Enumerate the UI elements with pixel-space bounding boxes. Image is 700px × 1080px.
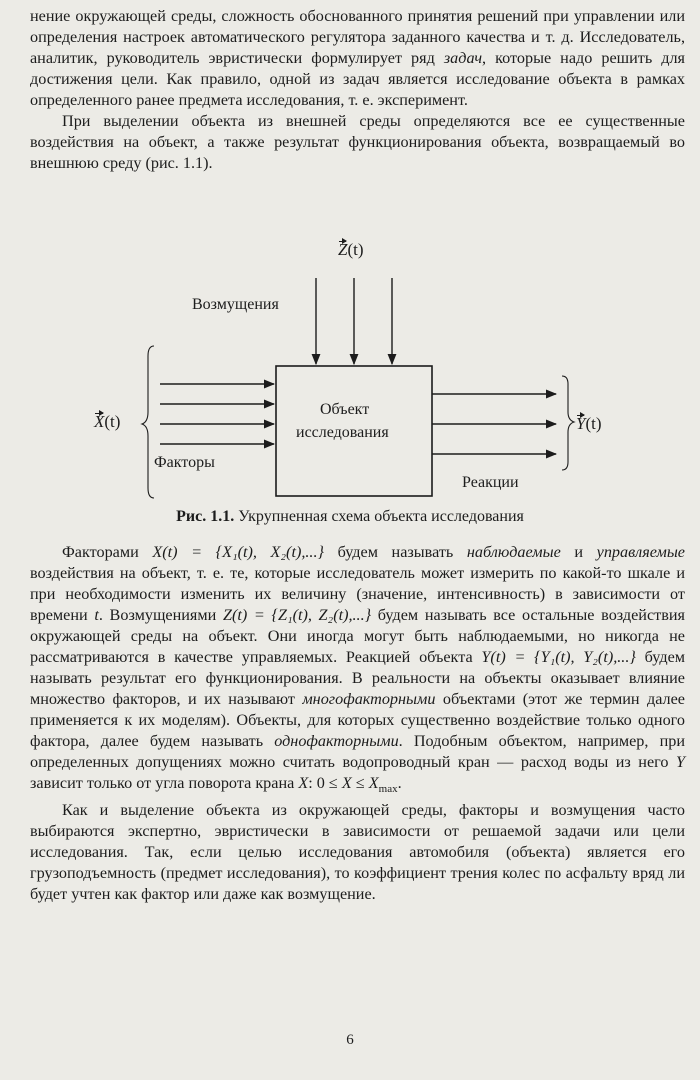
object-label-line1: Объект bbox=[320, 401, 370, 418]
paragraph-3: Факторами X(t) = {X₁(t), X₂(t),...} будем называть наблюдаемые и управляемые воздействия на объект, т. е. те, которые исследователь может измерить по какой-то шкале и при необходимости изменить их величину (значение, интенсивность) в зависимости от времени t. Возмущениями Z(t) = {Z₁(t), Z₂(t),...} будем называть все остальные воздействия окружающей среды на объект. Они иногда могут быть наблюдаемыми, но никогда не рассматриваются в качестве управляемых. Реакцией объекта Y(t) = {Y₁(t), Y₂(t),...} будем называть результат его функционирования. В реальности на объекты оказывает влияние множество факторов, и их называют многофакторными объектами (этот же термин далее применяется к их моделям). Объекты, для которых существенно воздействие только одного фактора, далее будем называть однофакторными. Подобным объектом, например, при определенных допущениях можно считать водопроводный кран — расход воды из него Y зависит только от угла поворота крана X: $0 \le X \le X_{max}$. bbox=[30, 543, 685, 796]
top-text-block bbox=[30, 6, 685, 174]
y-formula: Y(t) = {Y₁(t), Y₂(t),...} bbox=[481, 648, 636, 666]
object-label-line2: исследования bbox=[296, 424, 389, 441]
z-formula: Z(t) = {Z₁(t), Z₂(t),...} bbox=[222, 606, 372, 624]
factors-label: Факторы bbox=[154, 454, 215, 471]
paragraph-1: нение окружающей среды, сложность обоснованного принятия решений при управлении или определения настроек автоматического регулятора заданного качества и т. д. Исследователь, аналитик, руководитель эвристически формулирует ряд задач, которые надо решить для достижения цели. Как правило, одной из задач является исследование объекта в рамках определенного ранее предмета исследования, т. е. эксперимент. bbox=[30, 7, 685, 109]
reactions-label: Реакции bbox=[462, 474, 519, 491]
x-vector-label: X(t) bbox=[94, 412, 121, 431]
right-brace bbox=[562, 376, 574, 470]
diagram-svg bbox=[80, 226, 640, 526]
paragraph-2: При выделении объекта из внешней среды определяются все ее существенные воздействия на объект, а также результат функционирования объекта, возвращаемый во внешнюю среду (рис. 1.1). bbox=[30, 112, 685, 172]
bottom-text-block bbox=[30, 542, 685, 905]
figure-1-1 bbox=[80, 226, 640, 526]
left-brace bbox=[142, 346, 154, 498]
disturbances-label: Возмущения bbox=[192, 296, 279, 313]
paragraph-4: Как и выделение объекта из окружающей среды, факторы и возмущения часто выбираются экспертно, эвристически в зависимости от решаемой задачи или цели исследования. Так, если целью исследования автомобиля (объекта) является его грузоподъемность (предмет исследования), то коэффициент трения колес по асфальту вряд ли будет учтен как фактор или даже как возмущение. bbox=[30, 801, 685, 904]
z-vector-label: Z(t) bbox=[338, 240, 364, 259]
x-formula: X(t) = {X₁(t), X₂(t),...} bbox=[152, 543, 324, 561]
figure-caption: Рис. 1.1. Укрупненная схема объекта исследования bbox=[176, 508, 524, 525]
page-number: 6 bbox=[346, 1032, 354, 1048]
y-vector-label: Y(t) bbox=[576, 414, 602, 433]
